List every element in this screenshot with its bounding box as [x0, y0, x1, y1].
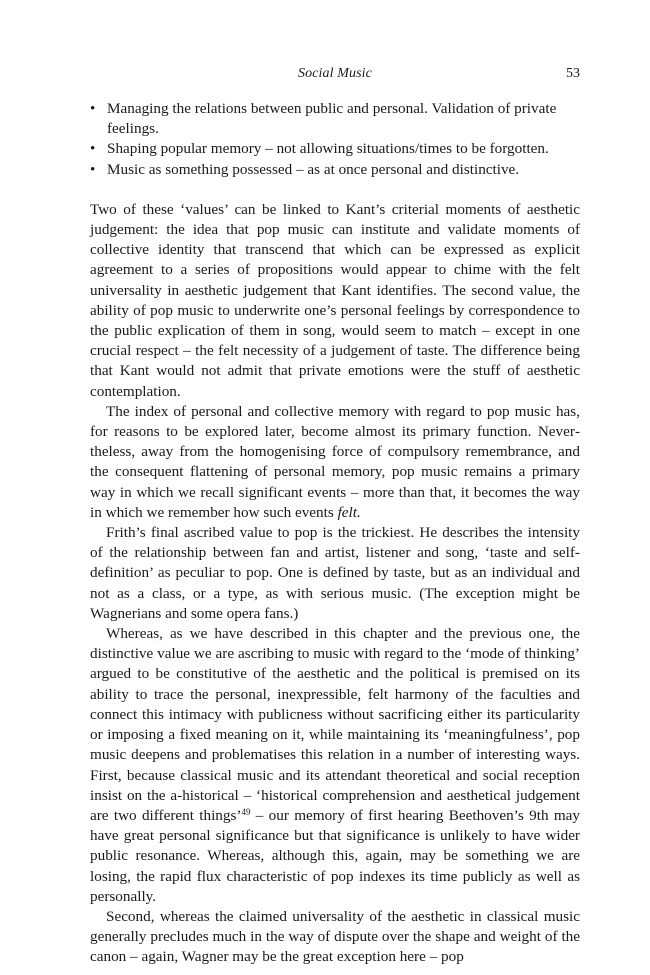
- section-gap: [90, 180, 580, 200]
- paragraph-frith-value: Frith’s final ascribed value to pop is the trickiest. He describes the intensity of the relationship between fan and artist, listener and song, ‘taste and self-definition’ as peculiar to pop. One is defined by taste, but as an individual and not as a class, or a type, as with serious music. (The exception might be Wagnerians and some opera fans.): [90, 524, 580, 622]
- page-number: 53: [566, 66, 580, 81]
- paragraph-kant-values: Two of these ‘values’ can be linked to Kant’s criterial moments of aesthetic judgement: the idea that pop music can institute and validate moments of collective identity that transcend that which can be expressed as explicit agreement to a series of propositions would appear to chime with the felt universality in aesthetic judgement that Kant identifies. The second value, the ability of pop music to underwrite one’s personal feelings by correspondence to the public explication of them in song, would seem to match – except in one crucial respect – the felt necessity of a judgement of taste. The difference being that Kant would not admit that private emotions were the stuff of aesthetic contemplation.: [90, 200, 580, 400]
- bullet-text: Shaping popular memory – not allowing situations/times to be forgotten.: [107, 140, 549, 158]
- paragraph-memory-text: The index of personal and collective memory with regard to pop music has, for reasons to be explored later, become almost its primary function. Nevertheless, away from the homogenising force of compulsory remembrance, and the consequent flattening of personal memory, pop music remains a primary way in which we recall significant events – more than that, it becomes the way in which we remember how such events: [90, 402, 580, 521]
- paragraph-whereas: [90, 624, 580, 907]
- paragraph-memory: [90, 402, 580, 523]
- paragraph-whereas-text-2: – our memory of first hearing Beethoven’s 9th may have great personal significance but that significance is unlikely to have wider public resonance. Whereas, although this, again, may be something we are losing, the rapid flux characteristic of pop indexes its time publicly as well as personally.: [90, 806, 580, 905]
- bullet-text: Managing the relations between public and personal. Validation of private feelings.: [107, 100, 557, 138]
- footnote-ref-49[interactable]: 49: [241, 806, 251, 817]
- bullet-text: Music as something possessed – as at once personal and distinctive.: [107, 160, 520, 178]
- bullet-marker: •: [90, 160, 96, 178]
- bullet-item-3: [90, 160, 580, 180]
- paragraph-second: Second, whereas the claimed universality of the aesthetic in classical music generally precludes much in the way of dispute over the shape and weight of the canon – again, Wagner may be the great exception here – pop: [90, 907, 580, 966]
- page-header: [90, 66, 580, 86]
- emphasis-felt: felt.: [337, 503, 361, 521]
- bullet-list: [90, 99, 580, 180]
- bullet-item-2: [90, 139, 580, 159]
- paragraph-whereas-text-1: Whereas, as we have described in this chapter and the previous one, the distinctive value we are ascribing to music with regard to the ‘mode of thinking’ argued to be constitutive of the aesthetic and the political is premised on its ability to trace the personal, inexpressible, felt harmony of the faculties and connect this intimacy with publicness without sacrificing either its particularity or imposing a fixed meaning on it, while maintaining its ‘meaningfulness’, pop music deepens and problematises this relation in a number of interesting ways. First, because classical music and its attendant theoretical and social reception insist on the a-historical – ‘historical comprehension and aesthetical judgement are two different things’: [90, 625, 580, 824]
- bullet-item-1: [90, 99, 580, 139]
- bullet-marker: •: [90, 100, 96, 117]
- page-body: [90, 99, 580, 968]
- running-title: Social Music: [298, 66, 372, 81]
- bullet-marker: •: [90, 140, 96, 158]
